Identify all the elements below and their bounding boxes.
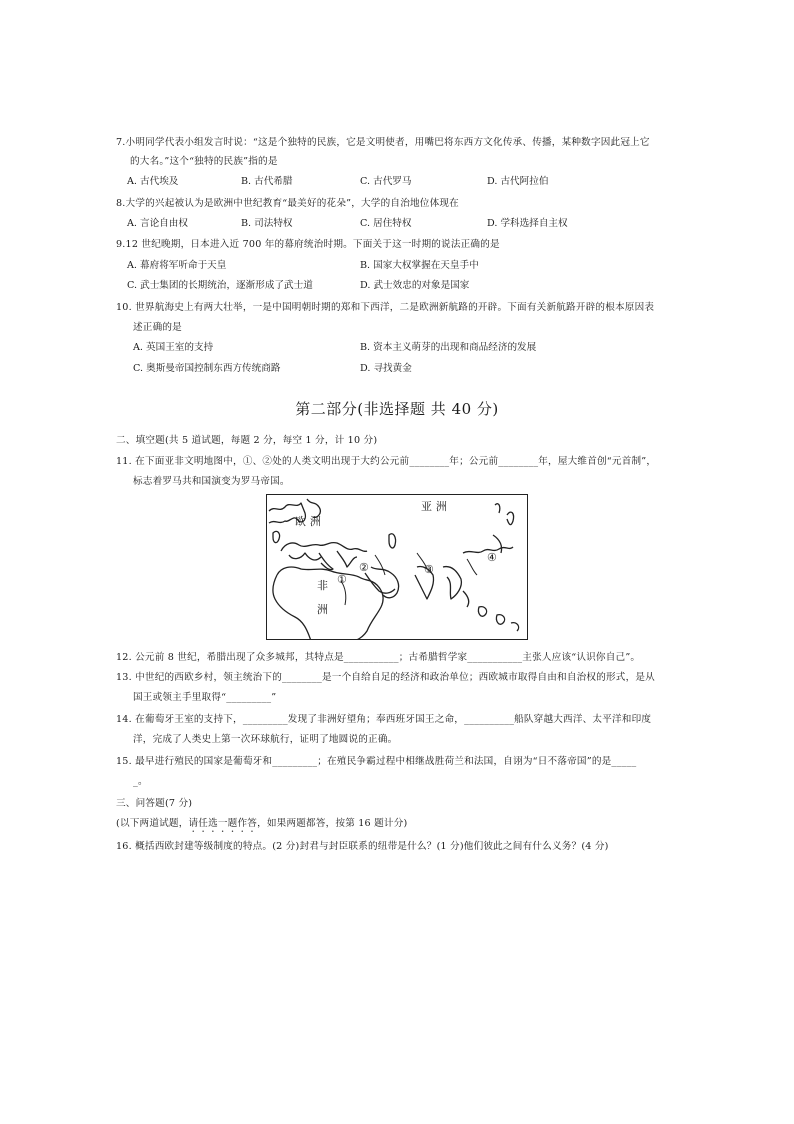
map-label-africa-2: 洲 [317, 603, 329, 616]
q10-option-a: A. 英国王室的支持 [133, 342, 214, 353]
q8-option-a: A. 言论自由权 [127, 218, 188, 229]
q7-stem-line2: 的大名。”这个“独特的民族”指的是 [130, 156, 278, 167]
q8-option-b: B. 司法特权 [241, 218, 293, 229]
q11-stem-line1: 11. 在下面亚非文明地图中，①、②处的人类文明出现于大约公元前________年；公元前________年，屋大维首创“元首制”， [116, 456, 657, 467]
afro-asian-civilization-map [266, 494, 528, 640]
map-label-asia: 亚 洲 [421, 500, 448, 513]
q7-option-a: A. 古代埃及 [127, 176, 179, 187]
q7-stem-line1: 7.小明同学代表小组发言时说：“这是个独特的民族，它是文明使者，用嘴巴将东西方文化传承、传播，某种数字因此冠上它 [116, 137, 650, 148]
instruction-note-prefix: (以下两道试题， [116, 818, 189, 829]
q9-option-b: B. 国家大权掌握在天皇手中 [360, 260, 479, 271]
q15-stem-line2: _。 [133, 776, 148, 787]
q12-stem-line1: 12. 公元前 8 世纪，希腊出现了众多城邦，其特点是___________；古希腊哲学家___________主张人应该“认识你自己”。 [116, 652, 641, 663]
q14-stem-line2: 洋，完成了人类史上第一次环球航行，证明了地圆说的正确。 [133, 734, 398, 745]
q10-option-c: C. 奥斯曼帝国控制东西方传统商路 [133, 363, 281, 374]
q8-option-c: C. 居住特权 [360, 218, 412, 229]
q14-stem-line1: 14. 在葡萄牙王室的支持下，_________发现了非洲好望角；奉西班牙国王之命，__________船队穿越大西洋、太平洋和印度 [116, 714, 652, 725]
q10-option-d: D. 寻找黄金 [360, 363, 412, 374]
q9-option-c: C. 武士集团的长期统治，逐渐形成了武士道 [127, 280, 313, 291]
q7-option-b: B. 古代希腊 [241, 176, 293, 187]
q13-stem-line2: 国王或领主手里取得“_________” [133, 692, 277, 703]
q10-option-b: B. 资本主义萌芽的出现和商品经济的发展 [360, 342, 537, 353]
map-marker-3: ③ [424, 563, 435, 576]
q13-stem-line1: 13. 中世纪的西欧乡村，领主统治下的________是一个自给自足的经济和政治单位；西欧城市取得自由和自治权的形式，是从 [116, 672, 655, 683]
q7-option-d: D. 古代阿拉伯 [487, 176, 549, 187]
q9-option-a: A. 幕府将军听命于天皇 [127, 260, 227, 271]
map-marker-2: ② [359, 561, 370, 574]
q8-stem-line1: 8.大学的兴起被认为是欧洲中世纪教育“最美好的花朵”，大学的自治地位体现在 [116, 198, 459, 209]
instruction-note [116, 817, 407, 835]
map-label-europe: 欧 洲 [295, 515, 322, 528]
map-marker-1: ① [337, 573, 348, 586]
q10-stem-line2: 述正确的是 [133, 322, 182, 333]
map-marker-4: ④ [487, 551, 498, 564]
section2-header: 二、填空题(共 5 道试题，每题 2 分，每空 1 分，计 10 分) [116, 435, 378, 446]
instruction-note-suffix: ，如果两题都答，按第 16 题计分) [257, 818, 408, 829]
q7-option-c: C. 古代罗马 [360, 176, 412, 187]
q8-option-d: D. 学科选择自主权 [487, 218, 568, 229]
map-label-africa-1: 非 [317, 579, 329, 592]
q11-stem-line2: 标志着罗马共和国演变为罗马帝国。 [133, 476, 290, 487]
q16-stem-line1: 16. 概括西欧封建等级制度的特点。(2 分)封君与封臣联系的纽带是什么？(1 分)他们彼此之间有什么义务？(4 分) [116, 841, 609, 852]
part2-title: 第二部分(非选择题 共 40 分) [295, 400, 499, 418]
section3-header: 三、问答题(7 分) [116, 798, 193, 809]
q15-stem-line1: 15. 最早进行殖民的国家是葡萄牙和_________；在殖民争霸过程中相继战胜荷兰和法国，自诩为“日不落帝国”的是_____ [116, 756, 637, 767]
q10-stem-line1: 10. 世界航海史上有两大壮举，一是中国明朝时期的郑和下西洋，二是欧洲新航路的开辟。下面有关新航路开辟的根本原因表 [116, 302, 655, 313]
q9-option-d: D. 武士效忠的对象是国家 [360, 280, 470, 291]
instruction-note-emphasis: 请任选一题作答 [188, 818, 258, 829]
q9-stem-line1: 9.12 世纪晚期，日本进入近 700 年的幕府统治时期。下面关于这一时期的说法正确的是 [116, 239, 500, 250]
